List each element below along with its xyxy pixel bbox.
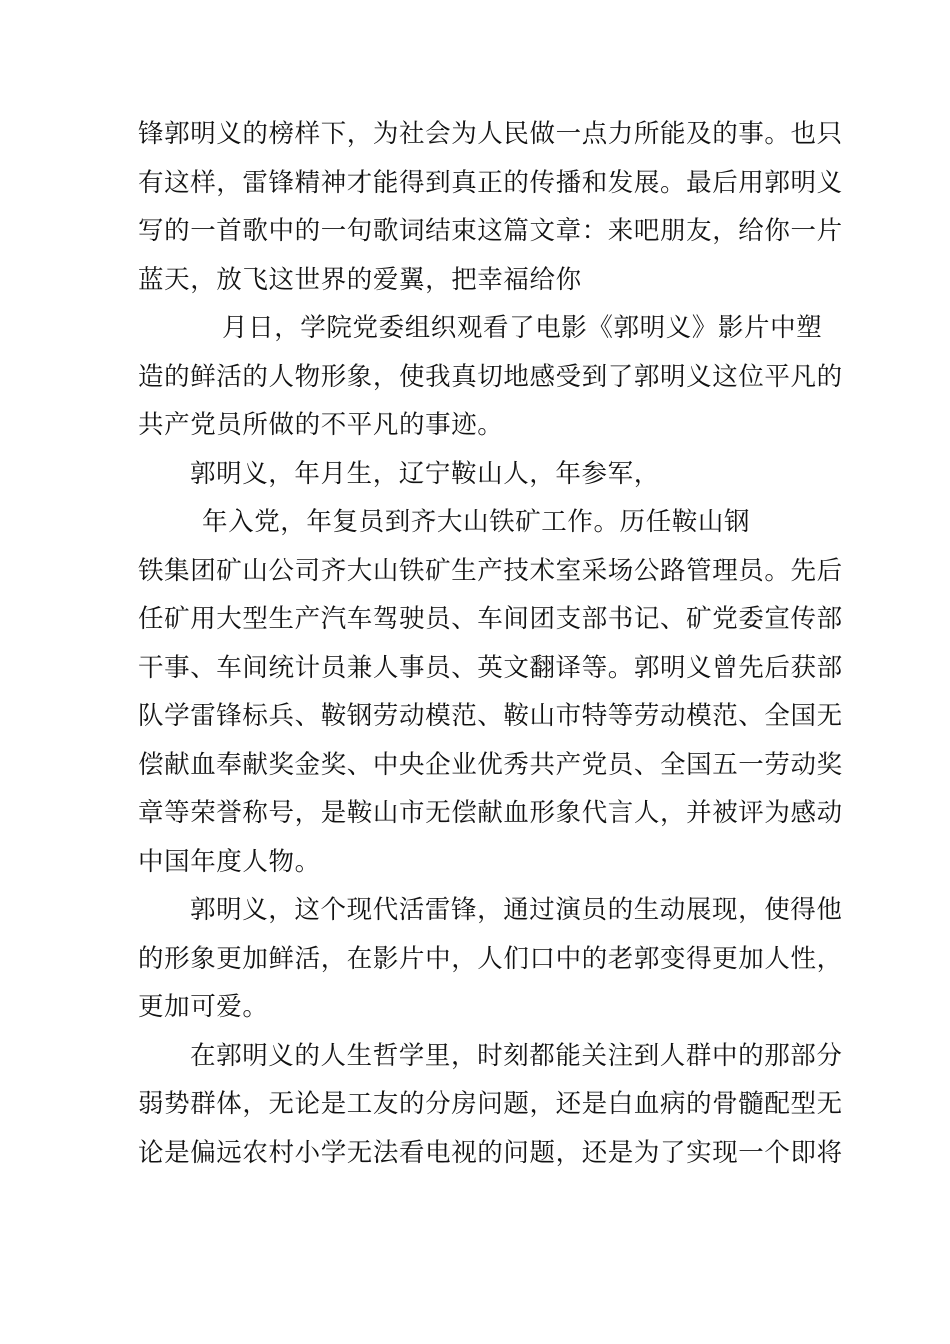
text-line: 在郭明义的人生哲学里，时刻都能关注到人群中的那部分 xyxy=(190,1040,843,1071)
text-line: 蓝天，放飞这世界的爱翼，把幸福给你 xyxy=(138,264,582,295)
paragraph-living-leifeng xyxy=(138,886,843,1032)
text-line: 的形象更加鲜活，在影片中，人们口中的老郭变得更加人性， xyxy=(138,943,843,974)
paragraph-biography-intro xyxy=(138,450,830,499)
text-line: 弱势群体，无论是工友的分房问题，还是白血病的骨髓配型无 xyxy=(138,1089,843,1119)
text-line: 论是偏远农村小学无法看电视的问题，还是为了实现一个即将 xyxy=(138,1137,843,1168)
text-line: 造的鲜活的人物形象，使我真切地感受到了郭明义这位平凡的 xyxy=(138,361,843,392)
paragraph-biography xyxy=(138,498,843,886)
text-line: 干事、车间统计员兼人事员、英文翻译等。郭明义曾先后获部 xyxy=(138,652,843,683)
text-line: 锋郭明义的榜样下，为社会为人民做一点力所能及的事。也只 xyxy=(138,119,843,149)
document-body xyxy=(138,110,843,1177)
text-line: 有这样，雷锋精神才能得到真正的传播和发展。最后用郭明义 xyxy=(138,167,843,198)
text-line: 共产党员所做的不平凡的事迹。 xyxy=(138,410,504,440)
text-line: 郭明义，这个现代活雷锋，通过演员的生动展现，使得他 xyxy=(190,895,843,925)
text-line: 月日，学院党委组织观看了电影《郭明义》影片中塑 xyxy=(222,313,823,343)
text-line: 更加可爱。 xyxy=(138,992,269,1022)
paragraph-film-viewing xyxy=(138,304,843,450)
text-line: 写的一首歌中的一句歌词结束这篇文章：来吧朋友，给你一片 xyxy=(138,216,843,246)
text-line: 郭明义，年月生，辽宁鞍山人，年参军， xyxy=(190,458,660,489)
text-line: 偿献血奉献奖金奖、中央企业优秀共产党员、全国五一劳动奖 xyxy=(138,749,843,780)
text-line: 任矿用大型生产汽车驾驶员、车间团支部书记、矿党委宣传部 xyxy=(138,604,843,634)
text-line: 队学雷锋标兵、鞍钢劳动模范、鞍山市特等劳动模范、全国无 xyxy=(138,701,843,731)
paragraph-life-philosophy xyxy=(138,1032,843,1178)
text-line: 年入党，年复员到齐大山铁矿工作。历任鞍山钢 xyxy=(202,507,751,537)
text-line: 中国年度人物。 xyxy=(138,846,321,877)
text-line: 铁集团矿山公司齐大山铁矿生产技术室采场公路管理员。先后 xyxy=(138,555,843,586)
paragraph-continuation xyxy=(138,110,843,304)
text-line: 章等荣誉称号，是鞍山市无偿献血形象代言人，并被评为感动 xyxy=(138,798,843,828)
